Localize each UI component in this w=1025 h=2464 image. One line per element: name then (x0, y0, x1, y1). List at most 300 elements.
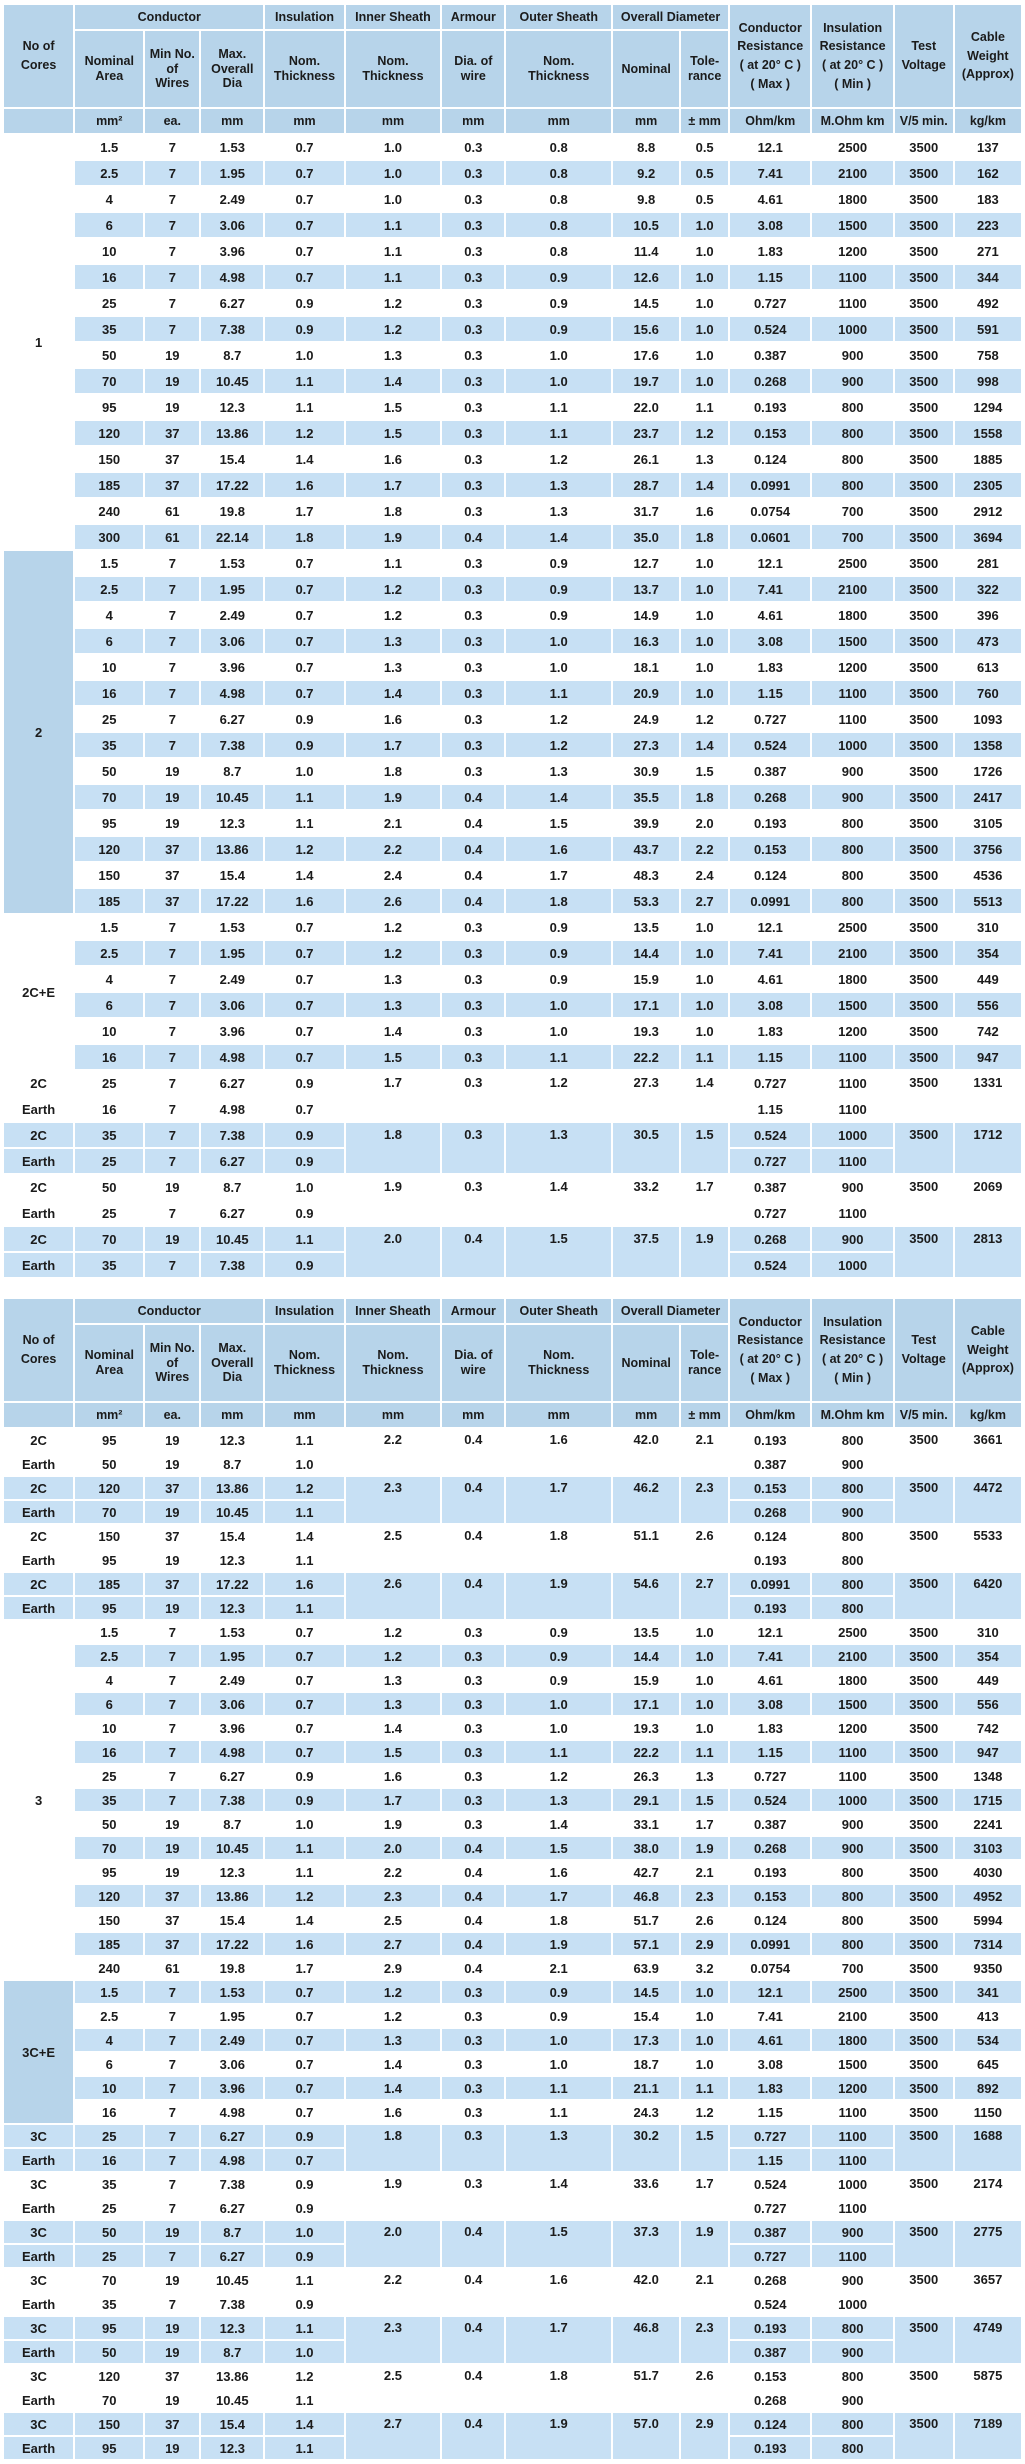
data-cell: 7 (144, 1716, 200, 1740)
header-cell-nominal-area: Nominal Area (74, 30, 144, 108)
data-cell: 7 (144, 2172, 200, 2196)
table-row (3, 2364, 1022, 2388)
data-cell: 0.387 (729, 342, 811, 368)
data-cell: 183 (954, 186, 1022, 212)
data-cell: 0.3 (441, 576, 505, 602)
table-row (3, 1476, 1022, 1500)
data-cell: 1.83 (729, 1018, 811, 1044)
header-cell-outer-sheath: Outer Sheath (505, 4, 612, 30)
data-cell-merged: 1.4 (505, 1174, 612, 1226)
data-cell: 1.0 (264, 1812, 344, 1836)
data-cell: 50 (74, 1812, 144, 1836)
header-row-groups (3, 1298, 1022, 1324)
data-cell: 3500 (894, 1932, 954, 1956)
data-cell: 26.1 (612, 446, 680, 472)
data-cell: 53.3 (612, 888, 680, 914)
data-cell: 0.9 (264, 2244, 344, 2268)
data-cell: 2500 (811, 1620, 893, 1644)
data-cell: 1.0 (680, 1620, 729, 1644)
header-cell-outer-sheath-nom-thickness: Nom. Thickness (505, 1324, 612, 1402)
data-cell: 0.193 (729, 1548, 811, 1572)
data-cell: 1100 (811, 706, 893, 732)
data-cell: 1.0 (680, 238, 729, 264)
data-cell: 4 (74, 2028, 144, 2052)
data-cell: 556 (954, 1692, 1022, 1716)
data-cell: 800 (811, 446, 893, 472)
pair-earth-label: Earth (3, 2340, 74, 2364)
data-cell: 2241 (954, 1812, 1022, 1836)
data-cell: 0.3 (441, 186, 505, 212)
data-cell: 1500 (811, 628, 893, 654)
data-cell-merged: 0.4 (441, 1428, 505, 1476)
data-cell: 14.5 (612, 290, 680, 316)
unit-cell-4: mm (345, 108, 442, 134)
data-cell: 3.06 (200, 992, 264, 1018)
data-cell: 2500 (811, 1980, 893, 2004)
header-cell-armour-dia-of-wire: Dia. of wire (441, 30, 505, 108)
data-cell: 3500 (894, 524, 954, 550)
data-cell: 0.3 (441, 342, 505, 368)
data-cell: 37 (144, 1524, 200, 1548)
data-cell: 7.41 (729, 2004, 811, 2028)
data-cell: 240 (74, 498, 144, 524)
data-cell: 0.7 (264, 550, 344, 576)
pair-earth-label: Earth (3, 1148, 74, 1174)
data-cell: 700 (811, 1956, 893, 1980)
table-row (3, 940, 1022, 966)
data-cell: 20.9 (612, 680, 680, 706)
data-cell: 0.7 (264, 2052, 344, 2076)
data-cell: 4.98 (200, 680, 264, 706)
data-cell: 7 (144, 212, 200, 238)
data-cell: 10.45 (200, 1500, 264, 1524)
data-cell: 150 (74, 862, 144, 888)
data-cell: 7.41 (729, 576, 811, 602)
data-cell: 2500 (811, 914, 893, 940)
data-cell: 1.0 (680, 966, 729, 992)
data-cell: 1.4 (345, 1018, 442, 1044)
data-cell: 7 (144, 186, 200, 212)
data-cell: 19 (144, 758, 200, 784)
data-cell: 3500 (894, 160, 954, 186)
pair-earth-label: Earth (3, 1200, 74, 1226)
data-cell: 534 (954, 2028, 1022, 2052)
data-cell-merged: 3500 (894, 1226, 954, 1278)
data-cell: 0.3 (441, 654, 505, 680)
data-cell: 0.268 (729, 2268, 811, 2292)
data-cell: 8.7 (200, 1174, 264, 1200)
data-cell: 1.15 (729, 680, 811, 706)
header-cell-cable-weight: Cable Weight (Approx) (954, 4, 1022, 108)
data-cell: 2417 (954, 784, 1022, 810)
header-cell-od-tolerance: Tole- rance (680, 1324, 729, 1402)
data-cell: 1.1 (264, 1226, 344, 1252)
data-cell: 37 (144, 862, 200, 888)
data-cell: 0.7 (264, 680, 344, 706)
data-cell-merged: 2.3 (345, 2316, 442, 2364)
data-cell: 1.0 (264, 1174, 344, 1200)
data-cell: 3500 (894, 1716, 954, 1740)
table-row (3, 1788, 1022, 1812)
data-cell: 120 (74, 836, 144, 862)
data-cell: 0.124 (729, 1524, 811, 1548)
data-cell: 449 (954, 966, 1022, 992)
data-cell: 1.1 (264, 810, 344, 836)
data-cell: 3500 (894, 680, 954, 706)
data-cell: 35 (74, 2172, 144, 2196)
data-cell: 1500 (811, 212, 893, 238)
data-cell: 1.8 (680, 784, 729, 810)
data-cell: 354 (954, 1644, 1022, 1668)
data-cell: 0.3 (441, 680, 505, 706)
data-cell-merged: 0.3 (441, 1122, 505, 1174)
data-cell: 7 (144, 290, 200, 316)
data-cell: 3500 (894, 472, 954, 498)
data-cell: 50 (74, 758, 144, 784)
data-cell: 43.7 (612, 836, 680, 862)
data-cell: 1800 (811, 2028, 893, 2052)
data-cell: 7 (144, 1200, 200, 1226)
data-cell: 48.3 (612, 862, 680, 888)
data-cell: 3500 (894, 1908, 954, 1932)
data-cell-merged: 42.0 (612, 1428, 680, 1476)
data-cell: 0.524 (729, 2172, 811, 2196)
data-cell: 4952 (954, 1884, 1022, 1908)
data-cell: 7 (144, 1980, 200, 2004)
data-cell-merged: 1.5 (680, 1122, 729, 1174)
data-cell: 2.5 (345, 1908, 442, 1932)
data-cell: 1.15 (729, 1044, 811, 1070)
data-cell: 50 (74, 1174, 144, 1200)
data-cell: 0.3 (441, 1692, 505, 1716)
data-cell: 6.27 (200, 290, 264, 316)
data-cell-merged: 3500 (894, 2172, 954, 2220)
data-cell: 1.1 (345, 238, 442, 264)
pair-earth-label: Earth (3, 1500, 74, 1524)
data-cell: 37 (144, 1884, 200, 1908)
data-cell: 12.1 (729, 1980, 811, 2004)
table-row (3, 836, 1022, 862)
data-cell: 1.0 (680, 914, 729, 940)
data-cell: 1.3 (345, 2028, 442, 2052)
data-cell: 0.7 (264, 160, 344, 186)
data-cell: 1200 (811, 654, 893, 680)
table-row (3, 498, 1022, 524)
table-row (3, 1692, 1022, 1716)
table-row (3, 1428, 1022, 1452)
data-cell: 4 (74, 186, 144, 212)
data-cell: 18.1 (612, 654, 680, 680)
data-cell: 3500 (894, 1018, 954, 1044)
data-cell: 2100 (811, 160, 893, 186)
table-row (3, 1980, 1022, 2004)
data-cell: 1.0 (345, 160, 442, 186)
data-cell-merged: 2.5 (345, 1524, 442, 1572)
data-cell: 900 (811, 784, 893, 810)
data-cell: 2.6 (345, 888, 442, 914)
data-cell: 1.0 (680, 602, 729, 628)
data-cell: 0.3 (441, 992, 505, 1018)
pair-earth-label: Earth (3, 2148, 74, 2172)
data-cell: 1.2 (345, 2004, 442, 2028)
data-cell-merged: 3500 (894, 1174, 954, 1226)
cable-spec-table-1 (2, 3, 1023, 1279)
data-cell: 10 (74, 1716, 144, 1740)
data-cell: 19 (144, 810, 200, 836)
data-cell: 2.2 (345, 1860, 442, 1884)
data-cell: 0.3 (441, 368, 505, 394)
data-cell: 17.1 (612, 992, 680, 1018)
data-cell: 1.9 (345, 524, 442, 550)
data-cell: 1.95 (200, 1644, 264, 1668)
data-cell: 1.8 (264, 524, 344, 550)
header-cell-armour: Armour (441, 4, 505, 30)
data-cell: 3500 (894, 784, 954, 810)
data-cell: 0.7 (264, 1018, 344, 1044)
data-cell-merged: 2.2 (345, 1428, 442, 1476)
data-cell: 7 (144, 1122, 200, 1148)
data-cell: 0.727 (729, 1764, 811, 1788)
data-cell-merged: 2069 (954, 1174, 1022, 1226)
data-cell: 1.5 (74, 1620, 144, 1644)
data-cell: 7 (144, 1018, 200, 1044)
data-cell: 1.3 (345, 992, 442, 1018)
pair-label: 2C (3, 1226, 74, 1252)
header-cell-insulation: Insulation (264, 1298, 344, 1324)
table-row (3, 2220, 1022, 2244)
data-cell: 8.7 (200, 2340, 264, 2364)
data-cell: 3.96 (200, 238, 264, 264)
table-row (3, 524, 1022, 550)
data-cell: 2.4 (680, 862, 729, 888)
table-row (3, 888, 1022, 914)
data-cell: 6.27 (200, 1070, 264, 1096)
data-cell: 0.9 (505, 290, 612, 316)
data-cell: 1.0 (680, 368, 729, 394)
data-cell: 3500 (894, 186, 954, 212)
data-cell: 150 (74, 446, 144, 472)
unit-cell-0: mm² (74, 108, 144, 134)
data-cell: 322 (954, 576, 1022, 602)
unit-cell-empty (3, 108, 74, 134)
data-cell: 1.7 (345, 1788, 442, 1812)
data-cell: 0.7 (264, 2100, 344, 2124)
data-cell: 8.7 (200, 1452, 264, 1476)
data-cell: 1.6 (505, 836, 612, 862)
unit-cell-10: M.Ohm km (811, 108, 893, 134)
data-cell: 2.1 (505, 1956, 612, 1980)
data-cell: 413 (954, 2004, 1022, 2028)
data-cell: 16 (74, 1096, 144, 1122)
data-cell: 0.727 (729, 290, 811, 316)
data-cell-merged: 1.7 (345, 1070, 442, 1122)
data-cell: 800 (811, 1548, 893, 1572)
data-cell: 39.9 (612, 810, 680, 836)
data-cell-merged: 1.6 (505, 1428, 612, 1476)
data-cell: 0.7 (264, 2076, 344, 2100)
data-cell: 4.98 (200, 264, 264, 290)
data-cell: 3500 (894, 1620, 954, 1644)
data-cell: 800 (811, 2412, 893, 2436)
data-cell: 0.3 (441, 940, 505, 966)
data-cell: 1.0 (505, 628, 612, 654)
data-cell: 1.2 (345, 1980, 442, 2004)
data-cell: 150 (74, 2412, 144, 2436)
data-cell: 19 (144, 1596, 200, 1620)
data-cell-merged: 30.2 (612, 2124, 680, 2172)
data-cell: 591 (954, 316, 1022, 342)
data-cell-merged: 0.4 (441, 2220, 505, 2268)
table-row (3, 758, 1022, 784)
data-cell: 95 (74, 1596, 144, 1620)
data-cell-merged: 2.1 (680, 2268, 729, 2316)
data-cell: 0.153 (729, 2364, 811, 2388)
data-cell: 0.3 (441, 290, 505, 316)
data-cell: 1.1 (264, 2268, 344, 2292)
data-cell: 3500 (894, 576, 954, 602)
data-cell-merged: 1.7 (680, 1174, 729, 1226)
data-cell: 14.4 (612, 1644, 680, 1668)
table-row (3, 680, 1022, 706)
table-row (3, 576, 1022, 602)
data-cell: 7 (144, 2028, 200, 2052)
data-cell: 95 (74, 2316, 144, 2340)
data-cell: 16 (74, 2100, 144, 2124)
data-cell: 800 (811, 1860, 893, 1884)
data-cell: 800 (811, 2316, 893, 2340)
data-cell: 1.1 (345, 550, 442, 576)
data-cell: 0.387 (729, 2340, 811, 2364)
data-cell: 95 (74, 1548, 144, 1572)
data-cell: 2500 (811, 134, 893, 160)
data-cell: 1100 (811, 1148, 893, 1174)
data-cell: 120 (74, 2364, 144, 2388)
group-label-3C+E: 3C+E (3, 1980, 74, 2124)
data-cell-merged: 1.4 (505, 2172, 612, 2220)
data-cell: 10.45 (200, 2388, 264, 2412)
table-row (3, 2100, 1022, 2124)
data-cell: 0.9 (264, 1122, 344, 1148)
data-cell: 0.7 (264, 1668, 344, 1692)
data-cell: 27.3 (612, 732, 680, 758)
header-cell-outer-sheath: Outer Sheath (505, 1298, 612, 1324)
data-cell: 185 (74, 472, 144, 498)
data-cell: 19 (144, 2268, 200, 2292)
pair-earth-label: Earth (3, 1596, 74, 1620)
data-cell: 3500 (894, 2076, 954, 2100)
data-cell: 0.3 (441, 446, 505, 472)
data-cell: 354 (954, 940, 1022, 966)
data-cell-merged: 2.2 (345, 2268, 442, 2316)
data-cell: 1.2 (264, 420, 344, 446)
data-cell: 0.124 (729, 862, 811, 888)
data-cell: 1.0 (680, 550, 729, 576)
data-cell: 7.41 (729, 940, 811, 966)
table-row (3, 1070, 1022, 1096)
data-cell: 13.7 (612, 576, 680, 602)
data-cell: 120 (74, 1884, 144, 1908)
unit-cell-3: mm (264, 108, 344, 134)
data-cell: 0.4 (441, 1956, 505, 1980)
data-cell: 1.3 (505, 1788, 612, 1812)
data-cell: 1100 (811, 290, 893, 316)
data-cell: 0.9 (264, 290, 344, 316)
data-cell: 15.9 (612, 966, 680, 992)
table-row (3, 2076, 1022, 2100)
data-cell: 2.5 (74, 2004, 144, 2028)
data-cell: 0.4 (441, 1836, 505, 1860)
data-cell: 0.193 (729, 394, 811, 420)
data-cell: 3500 (894, 290, 954, 316)
pair-label: 3C (3, 2268, 74, 2292)
data-cell: 13.86 (200, 2364, 264, 2388)
data-cell: 800 (811, 420, 893, 446)
data-cell: 0.9 (264, 1252, 344, 1278)
data-cell: 1.15 (729, 2100, 811, 2124)
data-cell: 1.5 (680, 758, 729, 784)
unit-cell-9: Ohm/km (729, 108, 811, 134)
data-cell: 1100 (811, 1200, 893, 1226)
pair-earth-label: Earth (3, 1252, 74, 1278)
data-cell: 35 (74, 1122, 144, 1148)
data-cell: 3500 (894, 1884, 954, 1908)
pair-label: 2C (3, 1572, 74, 1596)
data-cell: 1.2 (345, 602, 442, 628)
data-cell: 8.8 (612, 134, 680, 160)
data-cell: 0.7 (264, 264, 344, 290)
data-cell: 1.1 (680, 1740, 729, 1764)
data-cell: 22.14 (200, 524, 264, 550)
data-cell: 1.1 (505, 394, 612, 420)
data-cell: 1.0 (680, 264, 729, 290)
data-cell: 0.124 (729, 446, 811, 472)
table-row (3, 238, 1022, 264)
data-cell: 17.22 (200, 472, 264, 498)
data-cell: 1.3 (345, 966, 442, 992)
data-cell: 0.524 (729, 732, 811, 758)
data-cell: 223 (954, 212, 1022, 238)
pair-label: 3C (3, 2172, 74, 2196)
data-cell: 0.9 (505, 2004, 612, 2028)
data-cell: 10 (74, 2076, 144, 2100)
data-cell: 7.41 (729, 160, 811, 186)
data-cell: 1.1 (264, 368, 344, 394)
data-cell: 0.387 (729, 1452, 811, 1476)
data-cell: 1.95 (200, 160, 264, 186)
data-cell: 61 (144, 498, 200, 524)
data-cell: 0.7 (264, 1692, 344, 1716)
data-cell: 2.7 (345, 1932, 442, 1956)
table-row (3, 212, 1022, 238)
data-cell: 70 (74, 1836, 144, 1860)
data-cell: 3500 (894, 810, 954, 836)
data-cell: 0.193 (729, 1860, 811, 1884)
data-cell: 95 (74, 1860, 144, 1884)
pair-label: 3C (3, 2364, 74, 2388)
data-cell: 95 (74, 1428, 144, 1452)
data-cell: 1.1 (264, 2316, 344, 2340)
data-cell: 6 (74, 628, 144, 654)
data-cell: 19 (144, 2436, 200, 2460)
header-cell-min-no-of-wires: Min No. of Wires (144, 1324, 200, 1402)
data-cell: 8.7 (200, 758, 264, 784)
data-cell: 3694 (954, 524, 1022, 550)
data-cell: 1.95 (200, 940, 264, 966)
data-cell: 1885 (954, 446, 1022, 472)
data-cell: 9.2 (612, 160, 680, 186)
table-row (3, 1836, 1022, 1860)
data-cell: 1000 (811, 732, 893, 758)
